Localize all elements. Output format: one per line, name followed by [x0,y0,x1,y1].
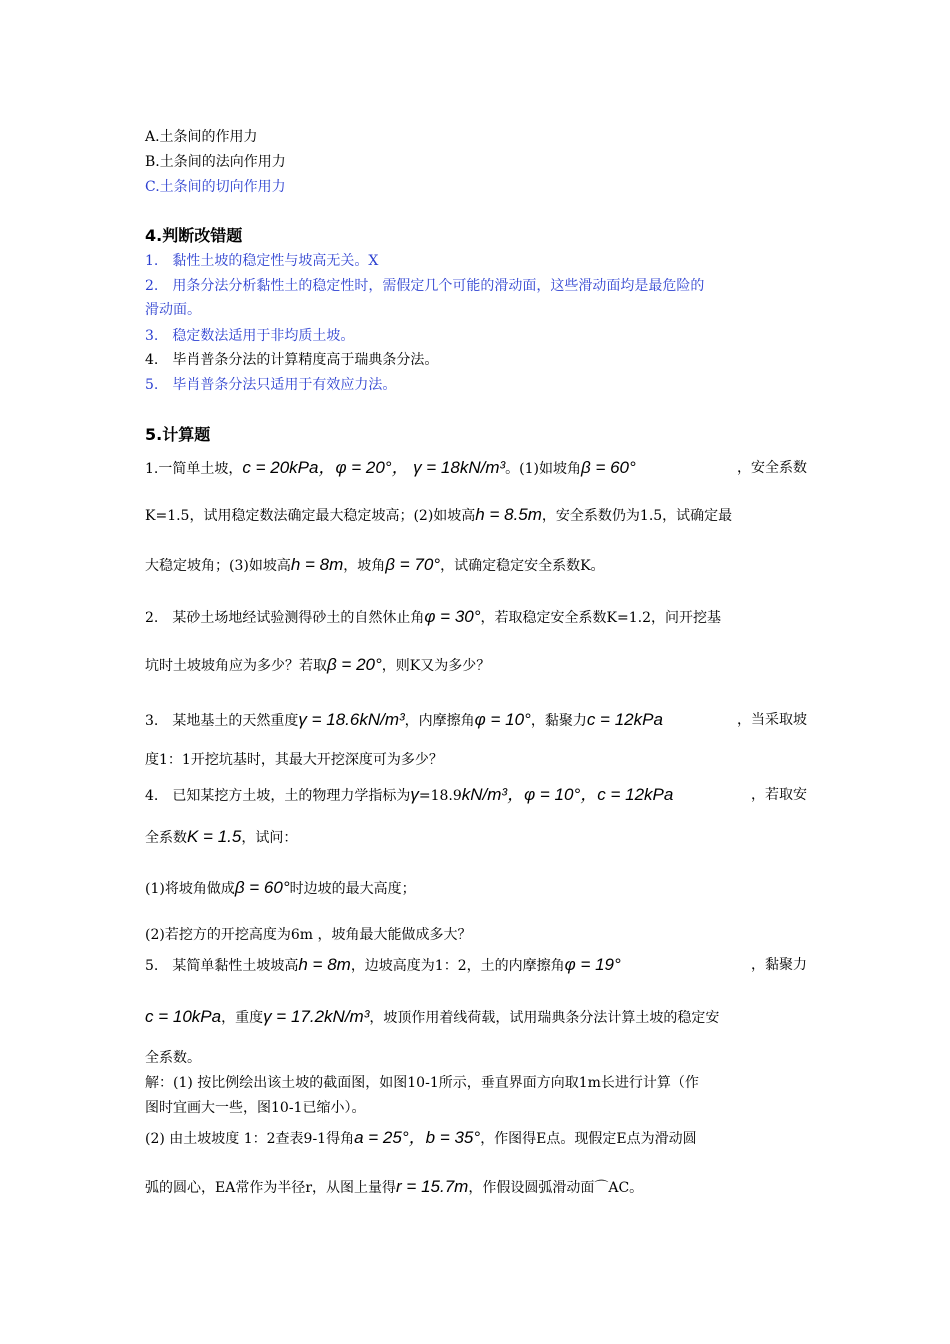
formula-c: c = 10kPa [145,1007,222,1026]
problem2-line2: 坑时土坡坡角应为多少？若取β = 20°，则K又为多少？ [145,655,491,674]
tf-item-2: 2. 用条分法分析黏性土的稳定性时，需假定几个可能的滑动面，这些滑动面均是最危险的 [145,278,705,294]
formula-beta: β = 60° [581,458,636,477]
tf-item-2-cont: 滑动面。 [145,302,201,318]
tf-item-3: 3. 稳定数法适用于非均质土坡。 [145,328,355,344]
formula-gamma: γ = 17.2kN/m³ [263,1007,370,1026]
section4-heading: 4.判断改错题 [145,226,243,245]
formula-c: c = 12kPa [586,710,663,729]
formula-r: r = 15.7m [396,1177,469,1196]
problem1-line3: 大稳定坡角；(3)如坡高h = 8m，坡角β = 70°，试确定稳定安全系数K。 [145,555,605,574]
problem5-line2: c = 10kPa，重度γ = 17.2kN/m³，坡顶作用着线荷载，试用瑞典条分法计算土坡的稳定安 [145,1007,720,1026]
problem3-line2: 度1：1开挖坑基时，其最大开挖深度可为多少？ [145,752,443,768]
formula-beta: β = 20° [327,655,382,674]
formula-b: b = 35° [425,1128,481,1147]
formula-h: h = 8m [290,555,344,574]
formula-phi: φ = 10°， [524,785,598,804]
formula-phi: φ = 10° [474,710,531,729]
problem1-line2: K=1.5，试用稳定数法确定最大稳定坡高；(2)如坡高h = 8.5m，安全系数仍为1.5，试确定最 [145,505,733,524]
formula-phi: φ = 20°， [335,458,409,477]
solution-line1: 解：(1) 按比例绘出该土坡的截面图，如图10-1所示，垂直界面方向取1m长进行计算（作 [145,1075,699,1091]
problem4-line1: 4. 已知某挖方土坡，土的物理力学指标为γ=18.9kN/m³，φ = 10°，c = 12kPa ，若取安 [145,785,807,804]
problem4-question1: (1)将坡角做成β = 60°时边坡的最大高度； [145,878,416,897]
option-b: B.土条间的法向作用力 [145,154,286,170]
formula-h: h = 8m [298,955,351,974]
formula-h: h = 8.5m [475,505,542,524]
problem4-question2: (2)若挖方的开挖高度为6m ，坡角最大能做成多大？ [145,927,472,943]
section5-heading: 5.计算题 [145,425,211,444]
formula-gamma: γ = 18.6kN/m³ [298,710,405,729]
formula-unit: kN/m³， [461,785,525,804]
problem5-line1: 5. 某简单黏性土坡坡高h = 8m，边坡高度为1：2，土的内摩擦角φ = 19° ，黏聚力 [145,955,807,974]
solution-line4: 弧的圆心，EA常作为半径r，从图上量得r = 15.7m，作假设圆弧滑动面⌒AC。 [145,1177,644,1196]
solution-line2: 图时宜画大一些，图10-1已缩小）。 [145,1100,366,1116]
formula-beta: β = 60° [234,878,290,897]
option-c: C.土条间的切向作用力 [145,179,286,195]
problem1-line1: 1.一简单土坡，c = 20kPa，φ = 20°， γ = 18kN/m³。(1)如坡角β = 60° ，安全系数 [145,458,807,477]
formula-c: c = 20kPa， [242,458,336,477]
problem2-line1: 2. 某砂土场地经试验测得砂土的自然休止角φ = 30°，若取稳定安全系数K=1.2，问开挖基 [145,607,721,626]
tf-item-1: 1. 黏性土坡的稳定性与坡高无关。X [145,253,379,269]
formula-phi: φ = 30° [424,607,481,626]
problem3-line1: 3. 某地基土的天然重度γ = 18.6kN/m³，内摩擦角φ = 10°，黏聚力c = 12kPa ，当采取坡 [145,710,807,729]
formula-a: a = 25°， [354,1128,426,1147]
formula-k: K = 1.5 [187,827,242,846]
problem4-line2: 全系数K = 1.5，试问： [145,827,298,846]
option-a: A.土条间的作用力 [145,129,258,145]
tf-item-4: 4. 毕肖普条分法的计算精度高于瑞典条分法。 [145,352,439,368]
formula-c: c = 12kPa [597,785,674,804]
tf-item-5: 5. 毕肖普条分法只适用于有效应力法。 [145,377,397,393]
solution-line3: (2) 由土坡坡度 1：2查表9-1得角a = 25°，b = 35°，作图得E点。现假定E点为滑动圆 [145,1128,697,1147]
formula-beta: β = 70° [385,555,441,574]
formula-gamma: γ [410,785,419,804]
formula-phi: φ = 19° [564,955,621,974]
problem5-line3: 全系数。 [145,1050,201,1066]
formula-gamma: γ = 18kN/m³ [413,458,506,477]
